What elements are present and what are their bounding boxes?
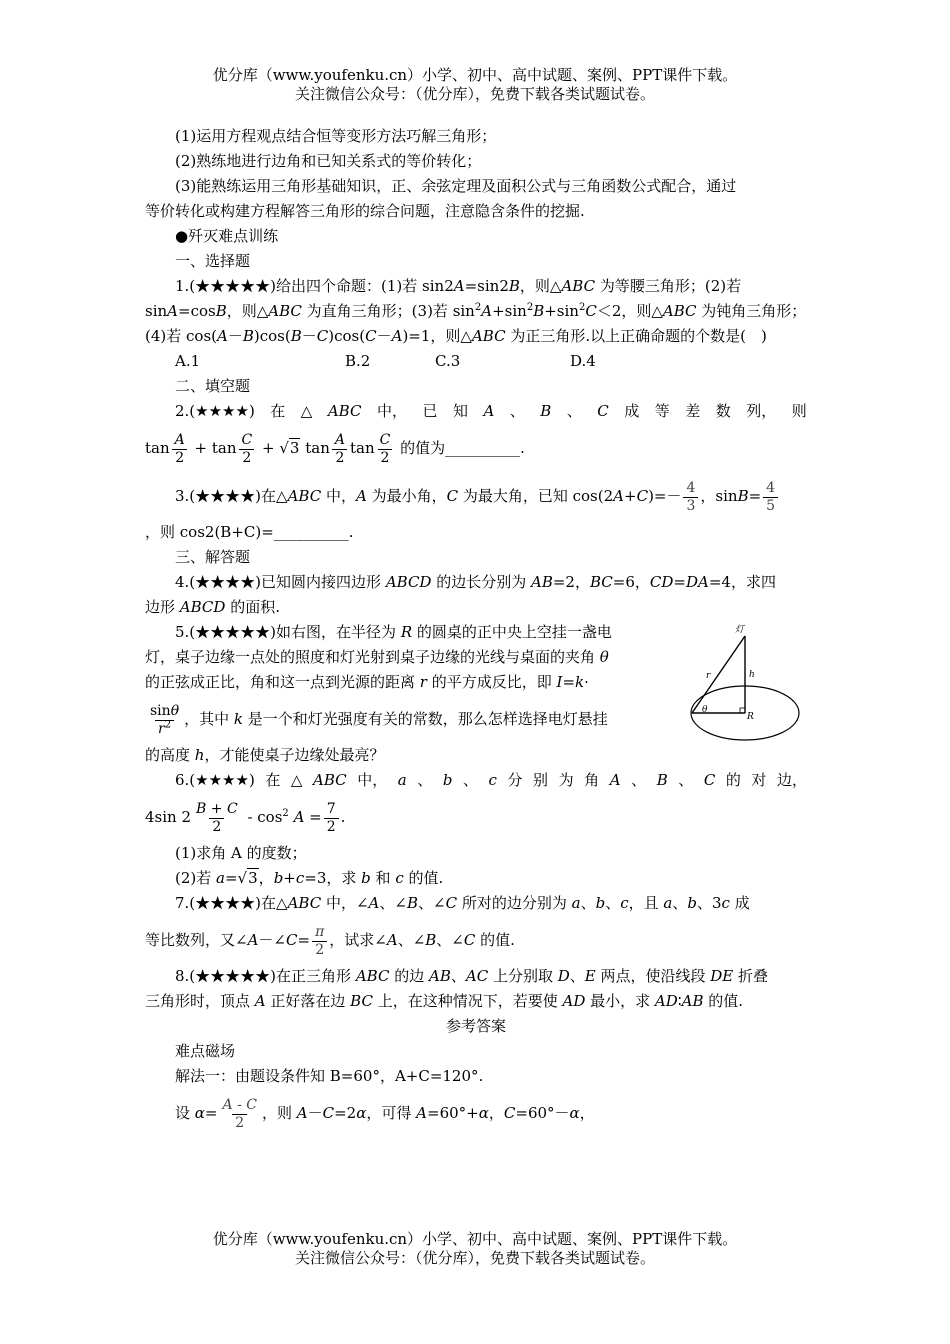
question-5-line2: 灯，桌子边缘一点处的照度和灯光射到桌子边缘的光线与桌面的夹角 θ bbox=[145, 648, 609, 666]
answer-line-1: 解法一：由题设条件知 B=60°，A+C=120°. bbox=[175, 1067, 484, 1085]
question-5-line3: 的正弦成正比，角和这一点到光源的距离 r 的平方成反比，即 I=k· bbox=[145, 673, 589, 691]
lamp-table-figure bbox=[690, 620, 805, 745]
question-8-line2: 三角形时，顶点 A 正好落在边 BC 上，在这种情况下，若要使 AD 最小，求 AD∶AB 的值. bbox=[145, 992, 744, 1010]
answers-title: 参考答案 bbox=[445, 1017, 506, 1035]
section-fill: 二、填空题 bbox=[175, 377, 251, 395]
figure-r-label: r bbox=[706, 671, 711, 681]
question-2: 2.(★★★★) 在 △ ABC 中， 已 知 A 、 B 、 C 成 等 差 数 列， 则 bbox=[175, 402, 807, 420]
figure-h-label: h bbox=[749, 670, 755, 680]
question-6-sub1: (1)求角 A 的度数； bbox=[175, 844, 307, 862]
section-training: ●歼灭难点训练 bbox=[175, 227, 279, 245]
question-1: 1.(★★★★★)给出四个命题：(1)若 sin2A=sin2B，则△ABC 为等腰三角形；(2)若 bbox=[175, 277, 742, 295]
answer-line-2: 设 α= $\frac{A - C}{2}$ ，则 A－C=2α，可得 A=60°+α，C=60°－α， bbox=[175, 1096, 595, 1131]
question-5: 5.(★★★★★)如右图，在半径为 R 的圆桌的正中央上空挂一盏电 bbox=[175, 623, 612, 641]
right-angle-mark bbox=[740, 708, 745, 713]
question-3: 3.(★★★★)在△ABC 中，A 为最小角，C 为最大角，已知 cos(2A+C)=－ $\frac{4}{3}$ ，sinB= $\frac{4}{5}$ bbox=[145, 472, 807, 520]
figure-lamp-label: 灯 bbox=[735, 625, 745, 635]
question-5-line5: 的高度 h，才能使桌子边缘处最亮？ bbox=[145, 746, 385, 764]
section-choice: 一、选择题 bbox=[175, 252, 251, 270]
question-1-options bbox=[145, 349, 807, 374]
question-5-block bbox=[145, 620, 807, 768]
question-6: 6.(★★★★) 在 △ ABC 中， a 、 b 、 c 分 别 为 角 A 、 B 、 C 的 对 边， bbox=[175, 771, 807, 789]
question-3-line2: ，则 cos2(B+C)=__________. bbox=[145, 523, 354, 541]
header-line-2: 关注微信公众号：（优分库），免费下载各类试题试卷。 bbox=[294, 85, 655, 103]
question-6-formula: 4sin 2 $\frac{B + C}{2}$ - $\cos^2 A$ = $\frac{7}{2}$ . bbox=[145, 800, 346, 835]
question-1-line2: sinA=cosB，则△ABC 为直角三角形；(3)若 $\sin^2A+\sin^2B+\sin^2C<2$，则△ABC 为钝角三角形； bbox=[145, 302, 807, 320]
question-2-formula: tan $\frac{A}{2}$ + tan $\frac{C}{2}$ + √3 tan $\frac{A}{2}$ tan $\frac{C}{2}$ 的值为__________. bbox=[145, 431, 525, 466]
footer-line-1: 优分库（www.youfenku.cn）小学、初中、高中试题、案例、PPT课件下载。 bbox=[212, 1230, 738, 1248]
question-8: 8.(★★★★★)在正三角形 ABC 的边 AB、AC 上分别取 D、E 两点，使沿线段 DE 折叠 bbox=[175, 967, 769, 985]
option-b: B.2 bbox=[345, 352, 371, 370]
answers-subtitle: 难点磁场 bbox=[175, 1042, 236, 1060]
option-a: A.1 bbox=[175, 352, 201, 370]
figure-R-label: R bbox=[747, 712, 754, 722]
figure-theta-label: θ bbox=[702, 705, 708, 715]
question-7: 7.(★★★★)在△ABC 中，∠A、∠B、∠C 所对的边分别为 a、b、c，且 a、b、3c 成 bbox=[175, 894, 750, 912]
question-4: 4.(★★★★)已知圆内接四边形 ABCD 的边长分别为 AB=2，BC=6，CD=DA=4，求四 bbox=[175, 573, 776, 591]
question-1-line3: (4)若 cos(A－B)cos(B－C)cos(C－A)=1，则△ABC 为正三角形.以上正确命题的个数是( ) bbox=[145, 327, 767, 345]
header-line-1: 优分库（www.youfenku.cn）小学、初中、高中试题、案例、PPT课件下载。 bbox=[212, 66, 738, 84]
document-body bbox=[145, 124, 807, 1137]
goal-3: (3)能熟练运用三角形基础知识，正、余弦定理及面积公式与三角函数公式配合，通过 bbox=[175, 177, 737, 195]
goal-1: (1)运用方程观点结合恒等变形方法巧解三角形； bbox=[175, 127, 497, 145]
page-header bbox=[0, 66, 950, 104]
light-ray-line bbox=[692, 636, 745, 713]
page-footer bbox=[0, 1230, 950, 1268]
section-solve: 三、解答题 bbox=[175, 548, 251, 566]
footer-line-2: 关注微信公众号：（优分库），免费下载各类试题试卷。 bbox=[294, 1249, 655, 1267]
option-d: D.4 bbox=[570, 352, 596, 370]
question-7-line2: 等比数列，又∠A－∠C= $\frac{\pi}{2}$ ，试求∠A、∠B、∠C 的值. bbox=[145, 923, 515, 958]
question-5-line4: $\frac{\sin\theta}{r^2}$ ，其中 k 是一个和灯光强度有关的常数，那么怎样选择电灯悬挂 bbox=[150, 702, 608, 737]
goal-2: (2)熟练地进行边角和已知关系式的等价转化； bbox=[175, 152, 482, 170]
question-6-sub2: (2)若 a=√3，b+c=3，求 b 和 c 的值. bbox=[175, 869, 444, 887]
option-c: C.3 bbox=[435, 352, 461, 370]
goal-3-cont: 等价转化或构建方程解答三角形的综合问题，注意隐含条件的挖掘. bbox=[145, 202, 585, 220]
question-4-line2: 边形 ABCD 的面积. bbox=[145, 598, 280, 616]
